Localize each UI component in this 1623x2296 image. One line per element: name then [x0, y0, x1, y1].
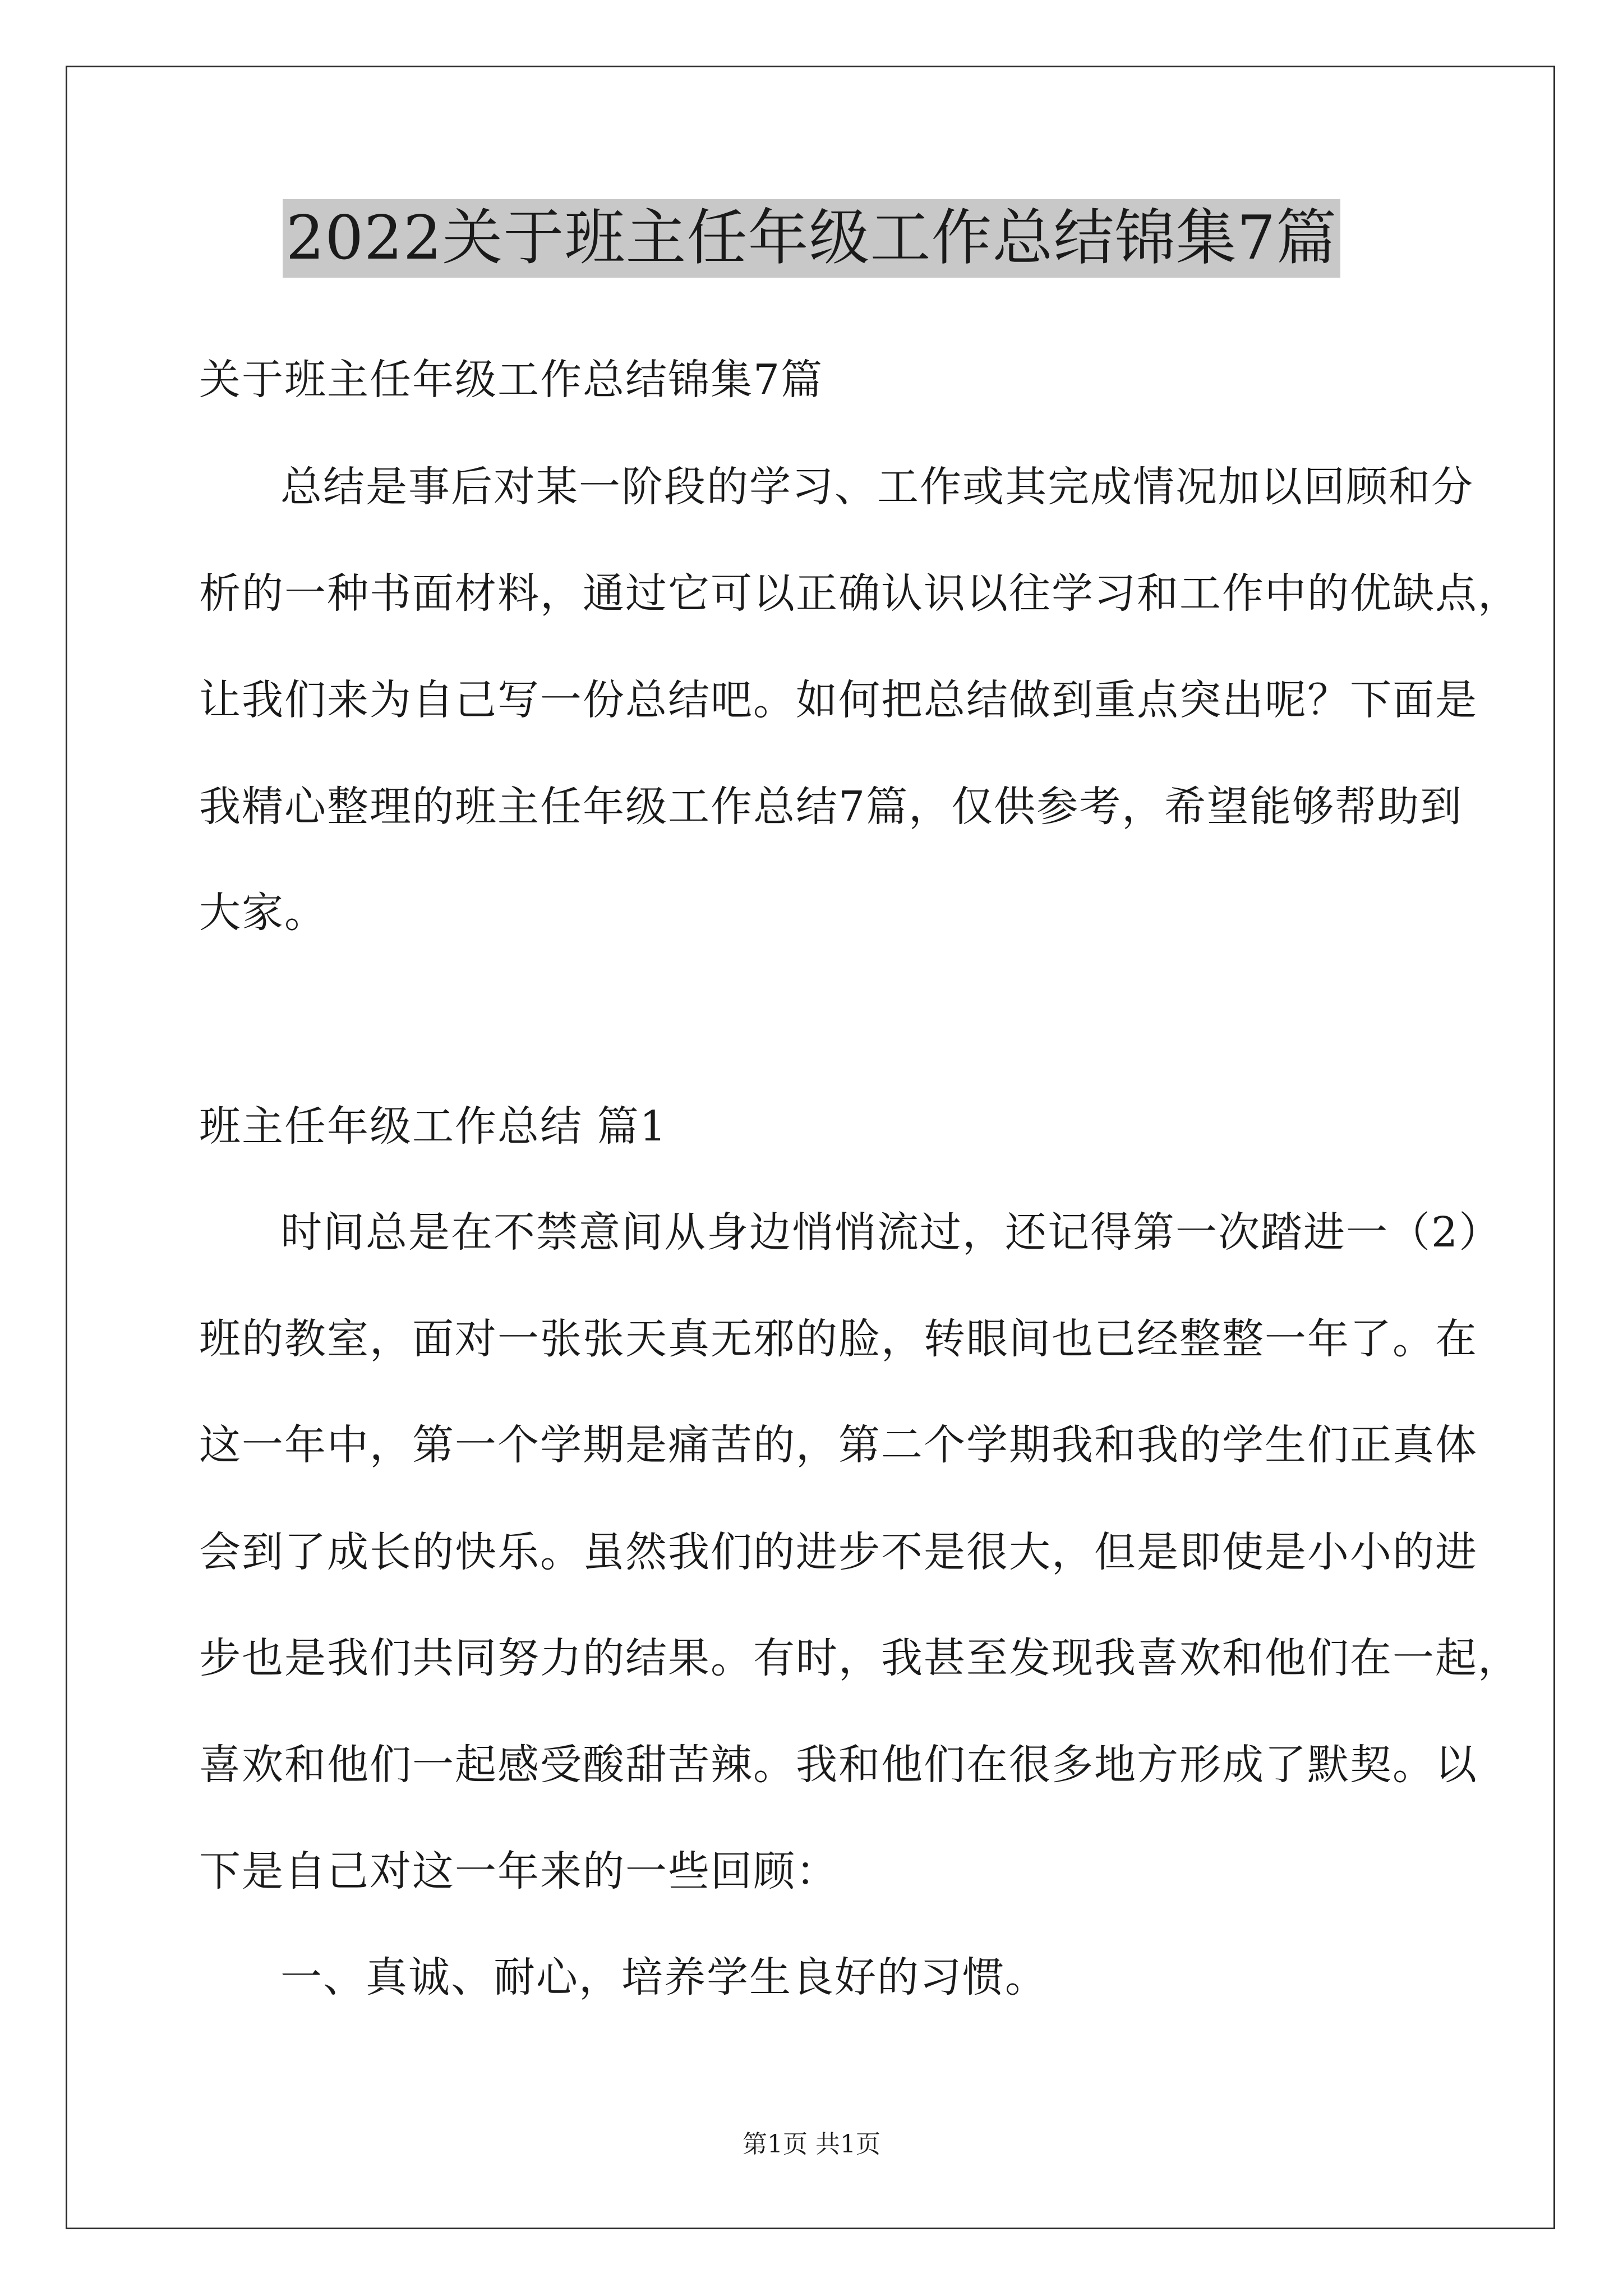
body-line: 这一年中，第一个学期是痛苦的，第二个学期我和我的学生们正真体: [199, 1421, 1478, 1469]
title-container: [0, 199, 1623, 278]
section-heading: 班主任年级工作总结 篇1: [199, 1102, 667, 1151]
body-line: 步也是我们共同努力的结果。有时，我甚至发现我喜欢和他们在一起，: [199, 1634, 1520, 1682]
point-one-heading: 一、真诚、耐心，培养学生良好的习惯。: [280, 1953, 1048, 2001]
intro-line: 大家。: [199, 889, 327, 937]
document-title: 2022关于班主任年级工作总结锦集7篇: [283, 199, 1341, 278]
intro-line: 我精心整理的班主任年级工作总结7篇，仅供参考，希望能够帮助到: [199, 783, 1463, 831]
body-line: 会到了成长的快乐。虽然我们的进步不是很大，但是即使是小小的进: [199, 1528, 1478, 1576]
body-line: 时间总是在不禁意间从身边悄悄流过，还记得第一次踏进一（2）: [280, 1208, 1502, 1257]
body-line: 班的教室，面对一张张天真无邪的脸，转眼间也已经整整一年了。在: [199, 1315, 1478, 1363]
intro-line: 总结是事后对某一阶段的学习、工作或其完成情况加以回顾和分: [280, 463, 1474, 511]
intro-line: 析的一种书面材料，通过它可以正确认识以往学习和工作中的优缺点，: [199, 569, 1520, 618]
body-line: 喜欢和他们一起感受酸甜苦辣。我和他们在很多地方形成了默契。以: [199, 1741, 1478, 1789]
document-subtitle: 关于班主任年级工作总结锦集7篇: [199, 356, 824, 404]
body-line: 下是自己对这一年来的一些回顾：: [199, 1847, 838, 1895]
page-footer: 第1页 共1页: [743, 2130, 880, 2159]
intro-line: 让我们来为自己写一份总结吧。如何把总结做到重点突出呢？下面是: [199, 676, 1478, 724]
